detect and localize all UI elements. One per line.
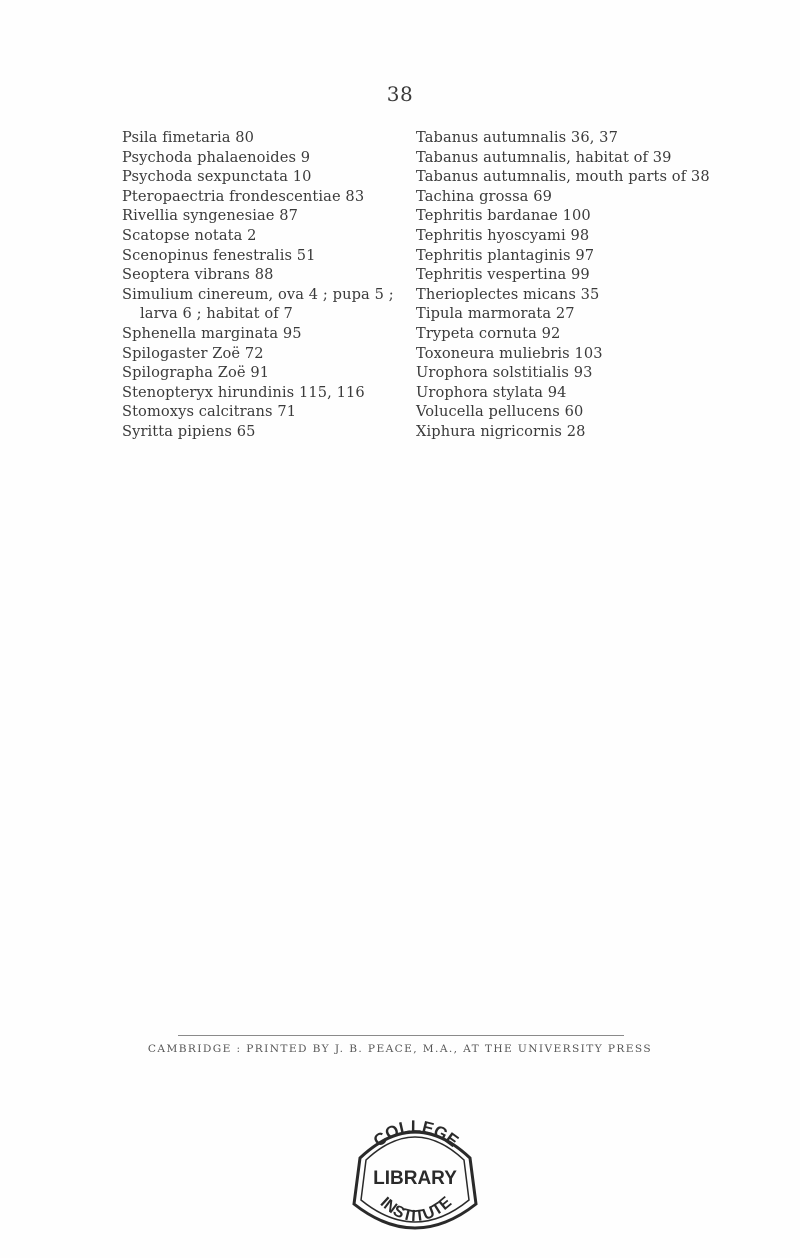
entry-text: Scenopinus fenestralis 51: [122, 246, 316, 264]
entry-text: Simulium cinereum, ova 4 ; pupa 5 ;: [122, 285, 394, 303]
index-entry: [122, 148, 392, 168]
index-entry: [416, 167, 776, 187]
index-entry: [122, 206, 392, 226]
entry-text: Therioplectes micans 35: [416, 285, 600, 303]
entry-text: Psychoda phalaenoides 9: [122, 148, 311, 166]
entry-text: Tephritis bardanae 100: [416, 207, 591, 225]
entry-text: Sphenella marginata 95: [122, 324, 302, 342]
index-entry: [122, 324, 392, 344]
stamp-top-text: COLLEGE: [369, 1116, 462, 1151]
entry-text: Tephritis plantaginis 97: [416, 246, 595, 264]
index-entry: [416, 246, 776, 266]
index-entry: [416, 344, 776, 364]
entry-text: Scatopse notata 2: [122, 226, 257, 244]
entry-text: Stenopteryx hirundinis 115, 116: [122, 383, 365, 401]
entry-text: Spilographa Zoë 91: [122, 364, 270, 382]
entry-text: Stomoxys calcitrans 71: [122, 403, 297, 421]
entry-text: Tabanus autumnalis, mouth parts of 38: [416, 168, 710, 186]
entry-text: Pteropaectria frondescentiae 83: [122, 187, 365, 205]
index-entry: [416, 187, 776, 207]
entry-text: Tephritis vespertina 99: [416, 266, 590, 284]
index-entry: [416, 422, 776, 442]
entry-text: Xiphura nigricornis 28: [416, 422, 586, 440]
index-entry: [416, 148, 776, 168]
index-entry: [416, 285, 776, 305]
index-entry: [122, 344, 392, 364]
stamp-bottom-text: INSTITUTE: [376, 1193, 456, 1226]
entry-text: Tabanus autumnalis 36, 37: [416, 129, 618, 146]
library-stamp-icon: [340, 1112, 490, 1244]
index-entry: [416, 128, 776, 148]
entry-text: Syritta pipiens 65: [122, 422, 256, 440]
entry-text: Urophora stylata 94: [416, 383, 567, 401]
entry-text: Toxoneura muliebris 103: [416, 344, 603, 362]
index-entry: [416, 363, 776, 383]
index-entry: [416, 206, 776, 226]
entry-text: Psychoda sexpunctata 10: [122, 168, 312, 186]
entry-text: Trypeta cornuta 92: [416, 324, 561, 342]
entry-text: Volucella pellucens 60: [416, 403, 584, 421]
entry-text: Rivellia syngenesiae 87: [122, 207, 299, 225]
entry-text: Tephritis hyoscyami 98: [416, 226, 590, 244]
entry-text: Spilogaster Zoë 72: [122, 344, 264, 362]
index-entry: [416, 304, 776, 324]
index-entry: [416, 383, 776, 403]
entry-text: Tachina grossa 69: [416, 187, 552, 205]
stamp-center-text: LIBRARY: [373, 1168, 457, 1189]
index-entry: [122, 363, 392, 383]
index-entry: [122, 167, 392, 187]
index-entry: [122, 246, 392, 266]
index-entry: [122, 265, 392, 285]
index-entry: [122, 422, 392, 442]
index-entry: [122, 383, 392, 403]
index-column-right: [416, 128, 776, 442]
index-entry: [122, 128, 392, 148]
index-entry: [122, 285, 392, 324]
index-entry: [416, 265, 776, 285]
index-entry: [122, 226, 392, 246]
index-entry: [416, 402, 776, 422]
index-entry: [416, 324, 776, 344]
index-entry: [122, 187, 392, 207]
entry-text: Tabanus autumnalis, habitat of 39: [416, 148, 672, 166]
entry-text: Tipula marmorata 27: [416, 305, 575, 323]
printer-imprint: CAMBRIDGE : PRINTED BY J. B. PEACE, M.A., AT THE UNIVERSITY PRESS: [147, 1043, 653, 1055]
index-entry: [416, 226, 776, 246]
entry-text: Seoptera vibrans 88: [122, 266, 274, 284]
entry-text: Urophora solstitialis 93: [416, 364, 593, 382]
entry-continuation: larva 6 ; habitat of 7: [140, 305, 293, 323]
index-column-left: [122, 128, 392, 442]
imprint-divider: [178, 1035, 624, 1036]
index-entry: [122, 402, 392, 422]
page-number: 38: [386, 82, 414, 106]
entry-text: Psila fimetaria 80: [122, 129, 255, 146]
